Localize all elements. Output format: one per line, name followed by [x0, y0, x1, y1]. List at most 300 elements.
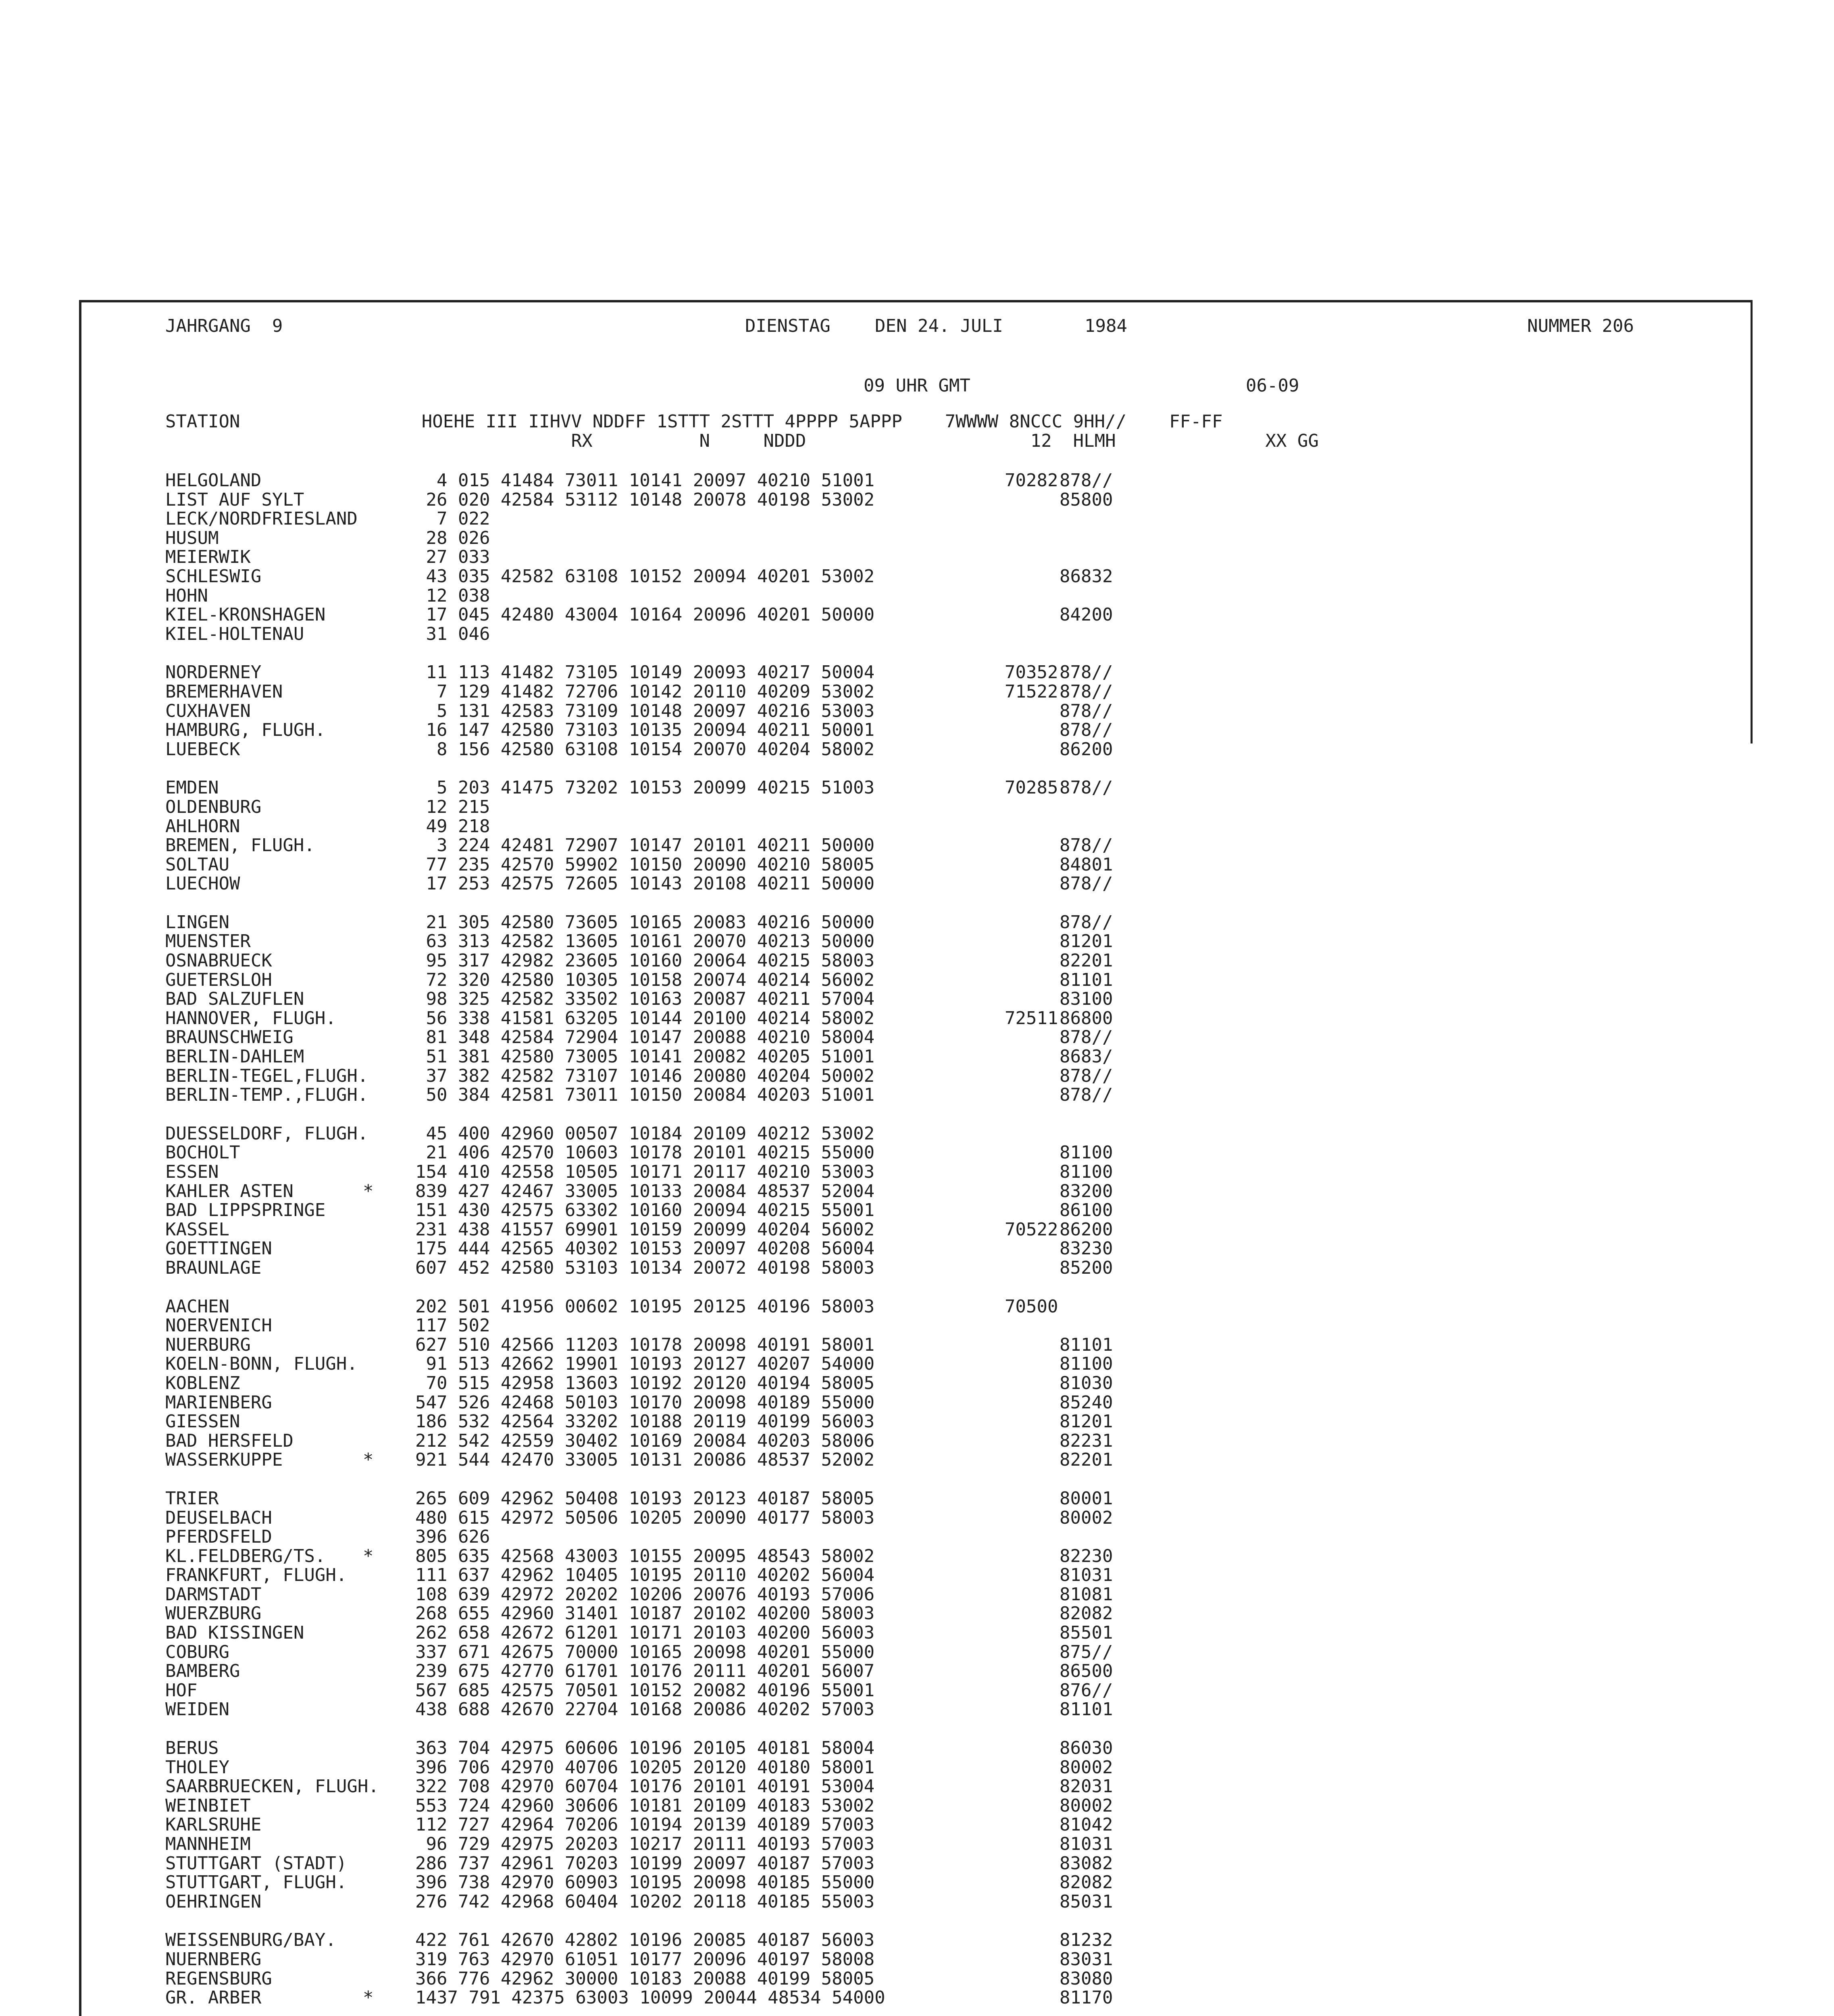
station-name: KOELN-BONN, FLUGH. — [165, 1354, 358, 1375]
station-values: 276 742 42968 60404 10202 20118 40185 55003 — [415, 1891, 875, 1912]
station-row — [165, 971, 1375, 990]
station-name: COBURG — [165, 1641, 229, 1662]
station-row — [165, 1450, 1375, 1470]
cloud-group: 86100 — [1060, 1200, 1113, 1221]
station-values: 154 410 42558 10505 10171 20117 40210 53003 — [415, 1162, 875, 1182]
station-row — [165, 1009, 1375, 1028]
station-values: 45 400 42960 00507 10184 20109 40212 53002 — [415, 1123, 875, 1144]
station-values: 396 626 — [415, 1527, 490, 1547]
station-name: HOHN — [165, 585, 208, 606]
cloud-group: 83100 — [1060, 989, 1113, 1010]
station-name: HANNOVER, FLUGH. — [165, 1008, 336, 1029]
station-values: 363 704 42975 60606 10196 20105 40181 58004 — [415, 1738, 875, 1759]
station-row — [165, 490, 1375, 510]
station-name: BAMBERG — [165, 1661, 240, 1682]
cloud-group: 81101 — [1060, 969, 1113, 990]
station-name: LECK/NORDFRIESLAND — [165, 508, 358, 529]
cloud-group: 82082 — [1060, 1872, 1113, 1893]
station-row — [165, 1758, 1375, 1777]
station-name: TRIER — [165, 1488, 219, 1509]
station-values: 77 235 42570 59902 10150 20090 40210 58005 — [415, 854, 875, 875]
station-row — [165, 1739, 1375, 1758]
cloud-group: 80002 — [1060, 1757, 1113, 1778]
station-name: BRAUNLAGE — [165, 1257, 262, 1278]
station-values: 1437 791 42375 63003 10099 20044 48534 54000 — [415, 1987, 885, 2008]
station-values: 480 615 42972 50506 10205 20090 40177 58003 — [415, 1507, 875, 1528]
station-values: 422 761 42670 42802 10196 20085 40187 56003 — [415, 1930, 875, 1951]
cloud-group: 83082 — [1060, 1853, 1113, 1874]
cloud-group: 878// — [1060, 720, 1113, 741]
station-name: AACHEN — [165, 1296, 229, 1317]
observation-time: 09 UHR GMT — [864, 375, 970, 396]
weather-group: 70352 — [1005, 662, 1058, 683]
cloud-group: 81031 — [1060, 1834, 1113, 1854]
station-row — [165, 1316, 1375, 1335]
station-name: SAARBRUECKEN, FLUGH. — [165, 1776, 379, 1797]
cloud-group: 878// — [1060, 470, 1113, 491]
station-name: KIEL-HOLTENAU — [165, 623, 304, 644]
station-name: WASSERKUPPE — [165, 1450, 283, 1470]
cloud-group: 86500 — [1060, 1661, 1113, 1682]
station-values: 111 637 42962 10405 10195 20110 40202 56004 — [415, 1565, 875, 1586]
station-row — [165, 1143, 1375, 1162]
cloud-group: 878// — [1060, 835, 1113, 856]
station-values: 81 348 42584 72904 10147 20088 40210 58004 — [415, 1027, 875, 1048]
station-row — [165, 1969, 1375, 1989]
station-values: 5 131 42583 73109 10148 20097 40216 53003 — [415, 700, 875, 721]
station-name: WUERZBURG — [165, 1603, 262, 1624]
frame-right-rule — [1751, 300, 1753, 744]
row-spacer — [165, 1719, 1375, 1739]
cloud-group: 81042 — [1060, 1814, 1113, 1835]
cloud-group: 85800 — [1060, 489, 1113, 510]
station-row — [165, 1835, 1375, 1854]
column-headers-2: RX N NDDD 12 HLMH XX GG — [165, 431, 1319, 451]
station-name: THOLEY — [165, 1757, 229, 1778]
station-name: BAD LIPPSPRINGE — [165, 1200, 326, 1221]
station-values: 17 253 42575 72605 10143 20108 40211 50000 — [415, 873, 875, 894]
station-values: 262 658 42672 61201 10171 20103 40200 56003 — [415, 1622, 875, 1643]
cloud-group: 82230 — [1060, 1545, 1113, 1566]
row-spacer — [165, 893, 1375, 913]
station-row — [165, 1374, 1375, 1393]
station-values: 553 724 42960 30606 10181 20109 40183 53002 — [415, 1795, 875, 1816]
cloud-group: 86200 — [1060, 739, 1113, 760]
cloud-group: 83031 — [1060, 1949, 1113, 1970]
station-name: BAD SALZUFLEN — [165, 989, 304, 1010]
station-name: GOETTINGEN — [165, 1238, 272, 1259]
cloud-group: 80002 — [1060, 1795, 1113, 1816]
station-row — [165, 1527, 1375, 1547]
station-values: 5 203 41475 73202 10153 20099 40215 51003 — [415, 777, 875, 798]
station-values: 31 046 — [415, 623, 490, 644]
station-name: KAHLER ASTEN — [165, 1181, 294, 1202]
station-name: OLDENBURG — [165, 796, 262, 817]
station-name: SOLTAU — [165, 854, 229, 875]
station-values: 63 313 42582 13605 10161 20070 40213 50000 — [415, 931, 875, 952]
station-values: 337 671 42675 70000 10165 20098 40201 55000 — [415, 1641, 875, 1662]
station-row — [165, 951, 1375, 971]
station-values: 231 438 41557 69901 10159 20099 40204 56002 — [415, 1219, 875, 1240]
station-row — [165, 1412, 1375, 1431]
cloud-group: 86800 — [1060, 1008, 1113, 1029]
station-values: 921 544 42470 33005 10131 20086 48537 52002 — [415, 1450, 875, 1470]
station-name: LIST AUF SYLT — [165, 489, 304, 510]
row-spacer — [165, 759, 1375, 778]
cloud-group: 8683/ — [1060, 1046, 1113, 1067]
station-name: DEUSELBACH — [165, 1507, 272, 1528]
station-values: 7 022 — [415, 508, 490, 529]
station-row — [165, 1815, 1375, 1835]
weather-group: 70285 — [1005, 777, 1058, 798]
station-values: 175 444 42565 40302 10153 20097 40208 56004 — [415, 1238, 875, 1259]
cloud-group: 86030 — [1060, 1738, 1113, 1759]
station-values: 91 513 42662 19901 10193 20127 40207 54000 — [415, 1354, 875, 1375]
station-row — [165, 682, 1375, 702]
station-values: 12 215 — [415, 796, 490, 817]
station-row — [165, 548, 1375, 567]
station-row — [165, 471, 1375, 490]
station-name: KIEL-KRONSHAGEN — [165, 604, 326, 625]
station-values: 16 147 42580 73103 10135 20094 40211 50001 — [415, 720, 875, 741]
cloud-group: 86200 — [1060, 1219, 1113, 1240]
row-spacer — [165, 644, 1375, 663]
cloud-group: 81100 — [1060, 1162, 1113, 1182]
station-row — [165, 1566, 1375, 1585]
station-name: ESSEN — [165, 1162, 219, 1182]
station-values: 12 038 — [415, 585, 490, 606]
cloud-group: 85240 — [1060, 1392, 1113, 1413]
mountain-marker: * — [363, 1181, 374, 1202]
cloud-group: 84801 — [1060, 854, 1113, 875]
station-name: REGENSBURG — [165, 1968, 272, 1989]
station-name: WEIDEN — [165, 1699, 229, 1720]
cloud-group: 82082 — [1060, 1603, 1113, 1624]
station-values: 72 320 42580 10305 10158 20074 40214 56002 — [415, 969, 875, 990]
station-values: 108 639 42972 20202 10206 20076 40193 57006 — [415, 1584, 875, 1605]
cloud-group: 878// — [1060, 1065, 1113, 1086]
station-values: 366 776 42962 30000 10183 20088 40199 58005 — [415, 1968, 875, 1989]
station-row — [165, 817, 1375, 836]
station-name: PFERDSFELD — [165, 1527, 272, 1547]
cloud-group: 80001 — [1060, 1488, 1113, 1509]
volume-label: JAHRGANG 9 — [165, 316, 283, 336]
station-values: 239 675 42770 61701 10176 20111 40201 56007 — [415, 1661, 875, 1682]
date: DEN 24. JULI — [875, 316, 1003, 336]
station-values: 112 727 42964 70206 10194 20139 40189 57003 — [415, 1814, 875, 1835]
station-name: WEINBIET — [165, 1795, 251, 1816]
station-values: 322 708 42970 60704 10176 20101 40191 53004 — [415, 1776, 875, 1797]
cloud-group: 81100 — [1060, 1354, 1113, 1375]
station-name: MUENSTER — [165, 931, 251, 952]
station-values: 286 737 42961 70203 10199 20097 40187 57003 — [415, 1853, 875, 1874]
station-row — [165, 1796, 1375, 1816]
station-row — [165, 1489, 1375, 1508]
station-row — [165, 625, 1375, 644]
station-values: 202 501 41956 00602 10195 20125 40196 58003 — [415, 1296, 875, 1317]
station-values: 26 020 42584 53112 10148 20078 40198 53002 — [415, 489, 875, 510]
cloud-group: 81100 — [1060, 1142, 1113, 1163]
station-name: BAD KISSINGEN — [165, 1622, 304, 1643]
station-name: LUEBECK — [165, 739, 240, 760]
station-name: HOF — [165, 1680, 198, 1701]
mountain-marker: * — [363, 1545, 374, 1566]
station-name: CUXHAVEN — [165, 700, 251, 721]
cloud-group: 878// — [1060, 912, 1113, 933]
station-row — [165, 663, 1375, 682]
station-values: 151 430 42575 63302 10160 20094 40215 55001 — [415, 1200, 875, 1221]
station-name: HAMBURG, FLUGH. — [165, 720, 326, 741]
station-row — [165, 932, 1375, 951]
station-name: KOBLENZ — [165, 1372, 240, 1393]
station-name: BERLIN-DAHLEM — [165, 1046, 304, 1067]
station-row — [165, 1220, 1375, 1239]
cloud-group: 878// — [1060, 681, 1113, 702]
cloud-group: 878// — [1060, 1085, 1113, 1106]
issue-number: NUMMER 206 — [1527, 316, 1634, 336]
station-values: 186 532 42564 33202 10188 20119 40199 56003 — [415, 1411, 875, 1432]
column-headers-1: STATION HOEHE III IIHVV NDDFF 1STTT 2STTT 4PPPP 5APPP 7WWWW 8NCCC 9HH// FF-FF — [165, 411, 1223, 432]
cloud-group: 85501 — [1060, 1622, 1113, 1643]
station-values: 28 026 — [415, 527, 490, 548]
station-name: MEIERWIK — [165, 547, 251, 568]
station-values: 98 325 42582 33502 10163 20087 40211 57004 — [415, 989, 875, 1010]
station-values: 567 685 42575 70501 10152 20082 40196 55001 — [415, 1680, 875, 1701]
cloud-group: 82201 — [1060, 1450, 1113, 1470]
station-name: OSNABRUECK — [165, 950, 272, 971]
station-values: 4 015 41484 73011 10141 20097 40210 51001 — [415, 470, 875, 491]
station-values: 70 515 42958 13603 10192 20120 40194 58005 — [415, 1372, 875, 1393]
station-values: 43 035 42582 63108 10152 20094 40201 53002 — [415, 566, 875, 587]
station-values: 3 224 42481 72907 10147 20101 40211 50000 — [415, 835, 875, 856]
cloud-group: 878// — [1060, 873, 1113, 894]
cloud-group: 81101 — [1060, 1334, 1113, 1355]
mountain-marker: * — [363, 1450, 374, 1470]
mountain-marker: * — [363, 1987, 374, 2008]
station-name: LINGEN — [165, 912, 229, 933]
cloud-group: 83230 — [1060, 1238, 1113, 1259]
station-name: STUTTGART (STADT) — [165, 1853, 347, 1874]
station-values: 21 406 42570 10603 10178 20101 40215 55000 — [415, 1142, 875, 1163]
row-spacer — [165, 1278, 1375, 1297]
station-row — [165, 740, 1375, 759]
station-name: NUERBURG — [165, 1334, 251, 1355]
year: 1984 — [1085, 316, 1127, 336]
station-values: 8 156 42580 63108 10154 20070 40204 58002 — [415, 739, 875, 760]
station-values: 438 688 42670 22704 10168 20086 40202 57003 — [415, 1699, 875, 1720]
station-row — [165, 1873, 1375, 1892]
station-row — [165, 1681, 1375, 1700]
station-values: 17 045 42480 43004 10164 20096 40201 50000 — [415, 604, 875, 625]
station-row — [165, 605, 1375, 625]
station-name: MARIENBERG — [165, 1392, 272, 1413]
station-row — [165, 1162, 1375, 1182]
station-values: 11 113 41482 73105 10149 20093 40217 50004 — [415, 662, 875, 683]
station-values: 96 729 42975 20203 10217 20111 40193 57003 — [415, 1834, 875, 1854]
cloud-group: 81232 — [1060, 1930, 1113, 1951]
station-name: BERUS — [165, 1738, 219, 1759]
station-name: LUECHOW — [165, 873, 240, 894]
cloud-group: 81201 — [1060, 1411, 1113, 1432]
cloud-group: 81101 — [1060, 1699, 1113, 1720]
station-row — [165, 836, 1375, 855]
cloud-group: 84200 — [1060, 604, 1113, 625]
station-name: SCHLESWIG — [165, 566, 262, 587]
station-row — [165, 529, 1375, 548]
station-row — [165, 1431, 1375, 1451]
station-row — [165, 702, 1375, 721]
station-name: KL.FELDBERG/TS. — [165, 1545, 326, 1566]
station-name: BRAUNSCHWEIG — [165, 1027, 294, 1048]
cloud-group: 81170 — [1060, 1987, 1113, 2008]
station-values: 607 452 42580 53103 10134 20072 40198 58003 — [415, 1257, 875, 1278]
cloud-group: 83080 — [1060, 1968, 1113, 1989]
station-name: GR. ARBER — [165, 1987, 262, 2008]
station-row — [165, 1854, 1375, 1873]
cloud-group: 878// — [1060, 700, 1113, 721]
cloud-group: 81081 — [1060, 1584, 1113, 1605]
cloud-group: 81031 — [1060, 1565, 1113, 1586]
station-values: 212 542 42559 30402 10169 20084 40203 58006 — [415, 1430, 875, 1451]
station-row — [165, 1643, 1375, 1662]
station-row — [165, 1085, 1375, 1105]
station-values: 37 382 42582 73107 10146 20080 40204 50002 — [415, 1065, 875, 1086]
row-spacer — [165, 1105, 1375, 1124]
weather-group: 70282 — [1005, 470, 1058, 491]
station-name: MANNHEIM — [165, 1834, 251, 1854]
station-row — [165, 1931, 1375, 1950]
cloud-group: 86832 — [1060, 566, 1113, 587]
station-row — [165, 567, 1375, 586]
cloud-group: 878// — [1060, 777, 1113, 798]
station-name: BERLIN-TEMP.,FLUGH. — [165, 1085, 368, 1106]
station-values: 268 655 42960 31401 10187 20102 40200 58003 — [415, 1603, 875, 1624]
station-name: HELGOLAND — [165, 470, 262, 491]
station-name: KARLSRUHE — [165, 1814, 262, 1835]
cloud-group: 81030 — [1060, 1372, 1113, 1393]
station-values: 547 526 42468 50103 10170 20098 40189 55000 — [415, 1392, 875, 1413]
station-values: 50 384 42581 73011 10150 20084 40203 51001 — [415, 1085, 875, 1106]
cloud-group: 81201 — [1060, 931, 1113, 952]
station-row — [165, 778, 1375, 798]
station-name: NORDERNEY — [165, 662, 262, 683]
station-name: NOERVENICH — [165, 1315, 272, 1336]
station-name: AHLHORN — [165, 816, 240, 837]
station-row — [165, 989, 1375, 1009]
station-values: 265 609 42962 50408 10193 20123 40187 58005 — [415, 1488, 875, 1509]
cloud-group: 875// — [1060, 1641, 1113, 1662]
station-row — [165, 1777, 1375, 1796]
station-values: 319 763 42970 61051 10177 20096 40197 58008 — [415, 1949, 875, 1970]
weekday: DIENSTAG — [745, 316, 831, 336]
station-values: 49 218 — [415, 816, 490, 837]
cloud-group: 82201 — [1060, 950, 1113, 971]
station-name: BERLIN-TEGEL,FLUGH. — [165, 1065, 368, 1086]
station-values: 839 427 42467 33005 10133 20084 48537 52004 — [415, 1181, 875, 1202]
station-row — [165, 1700, 1375, 1719]
station-name: GIESSEN — [165, 1411, 240, 1432]
station-row — [165, 855, 1375, 875]
station-name: BAD HERSFELD — [165, 1430, 294, 1451]
row-spacer — [165, 1470, 1375, 1489]
station-row — [165, 1028, 1375, 1047]
station-row — [165, 1393, 1375, 1412]
station-values: 7 129 41482 72706 10142 20110 40209 53002 — [415, 681, 875, 702]
station-name: HUSUM — [165, 527, 219, 548]
cloud-group: 878// — [1060, 662, 1113, 683]
weather-group: 70500 — [1005, 1296, 1058, 1317]
station-row — [165, 1335, 1375, 1355]
station-row — [165, 1182, 1375, 1201]
station-values: 396 738 42970 60903 10195 20098 40185 55000 — [415, 1872, 875, 1893]
cloud-group: 876// — [1060, 1680, 1113, 1701]
station-name: GUETERSLOH — [165, 969, 272, 990]
station-row — [165, 798, 1375, 817]
weather-group: 71522 — [1005, 681, 1058, 702]
cloud-group: 85031 — [1060, 1891, 1113, 1912]
weather-group: 70522 — [1005, 1219, 1058, 1240]
station-row — [165, 1623, 1375, 1643]
station-row — [165, 1354, 1375, 1374]
station-row — [165, 1297, 1375, 1316]
station-row — [165, 1066, 1375, 1086]
period-range: 06-09 — [1246, 375, 1299, 396]
station-values: 95 317 42982 23605 10160 20064 40215 58003 — [415, 950, 875, 971]
station-name: NUERNBERG — [165, 1949, 262, 1970]
station-row — [165, 509, 1375, 529]
station-table — [165, 471, 1375, 2016]
station-row — [165, 1201, 1375, 1220]
station-row — [165, 874, 1375, 893]
station-row — [165, 721, 1375, 740]
station-row — [165, 913, 1375, 932]
station-values: 627 510 42566 11203 10178 20098 40191 58001 — [415, 1334, 875, 1355]
station-row — [165, 1662, 1375, 1681]
row-spacer — [165, 1911, 1375, 1931]
station-name: STUTTGART, FLUGH. — [165, 1872, 347, 1893]
station-row — [165, 1604, 1375, 1623]
station-row — [165, 1585, 1375, 1604]
station-row — [165, 1239, 1375, 1258]
station-values: 27 033 — [415, 547, 490, 568]
station-name: BREMERHAVEN — [165, 681, 283, 702]
station-row — [165, 1988, 1375, 2008]
cloud-group: 80002 — [1060, 1507, 1113, 1528]
station-row — [165, 1950, 1375, 1969]
station-row — [165, 1258, 1375, 1278]
station-values: 51 381 42580 73005 10141 20082 40205 51001 — [415, 1046, 875, 1067]
weather-group: 72511 — [1005, 1008, 1058, 1029]
cloud-group: 85200 — [1060, 1257, 1113, 1278]
station-row — [165, 1124, 1375, 1143]
station-name: OEHRINGEN — [165, 1891, 262, 1912]
station-name: KASSEL — [165, 1219, 229, 1240]
cloud-group: 82031 — [1060, 1776, 1113, 1797]
station-name: WEISSENBURG/BAY. — [165, 1930, 336, 1951]
station-row — [165, 586, 1375, 606]
station-name: EMDEN — [165, 777, 219, 798]
station-row — [165, 1508, 1375, 1528]
station-values: 117 502 — [415, 1315, 490, 1336]
station-name: BREMEN, FLUGH. — [165, 835, 315, 856]
station-row — [165, 1547, 1375, 1566]
station-name: DUESSELDORF, FLUGH. — [165, 1123, 368, 1144]
cloud-group: 82231 — [1060, 1430, 1113, 1451]
station-name: BOCHOLT — [165, 1142, 240, 1163]
station-name: FRANKFURT, FLUGH. — [165, 1565, 347, 1586]
station-name: DARMSTADT — [165, 1584, 262, 1605]
row-spacer — [165, 2008, 1375, 2016]
